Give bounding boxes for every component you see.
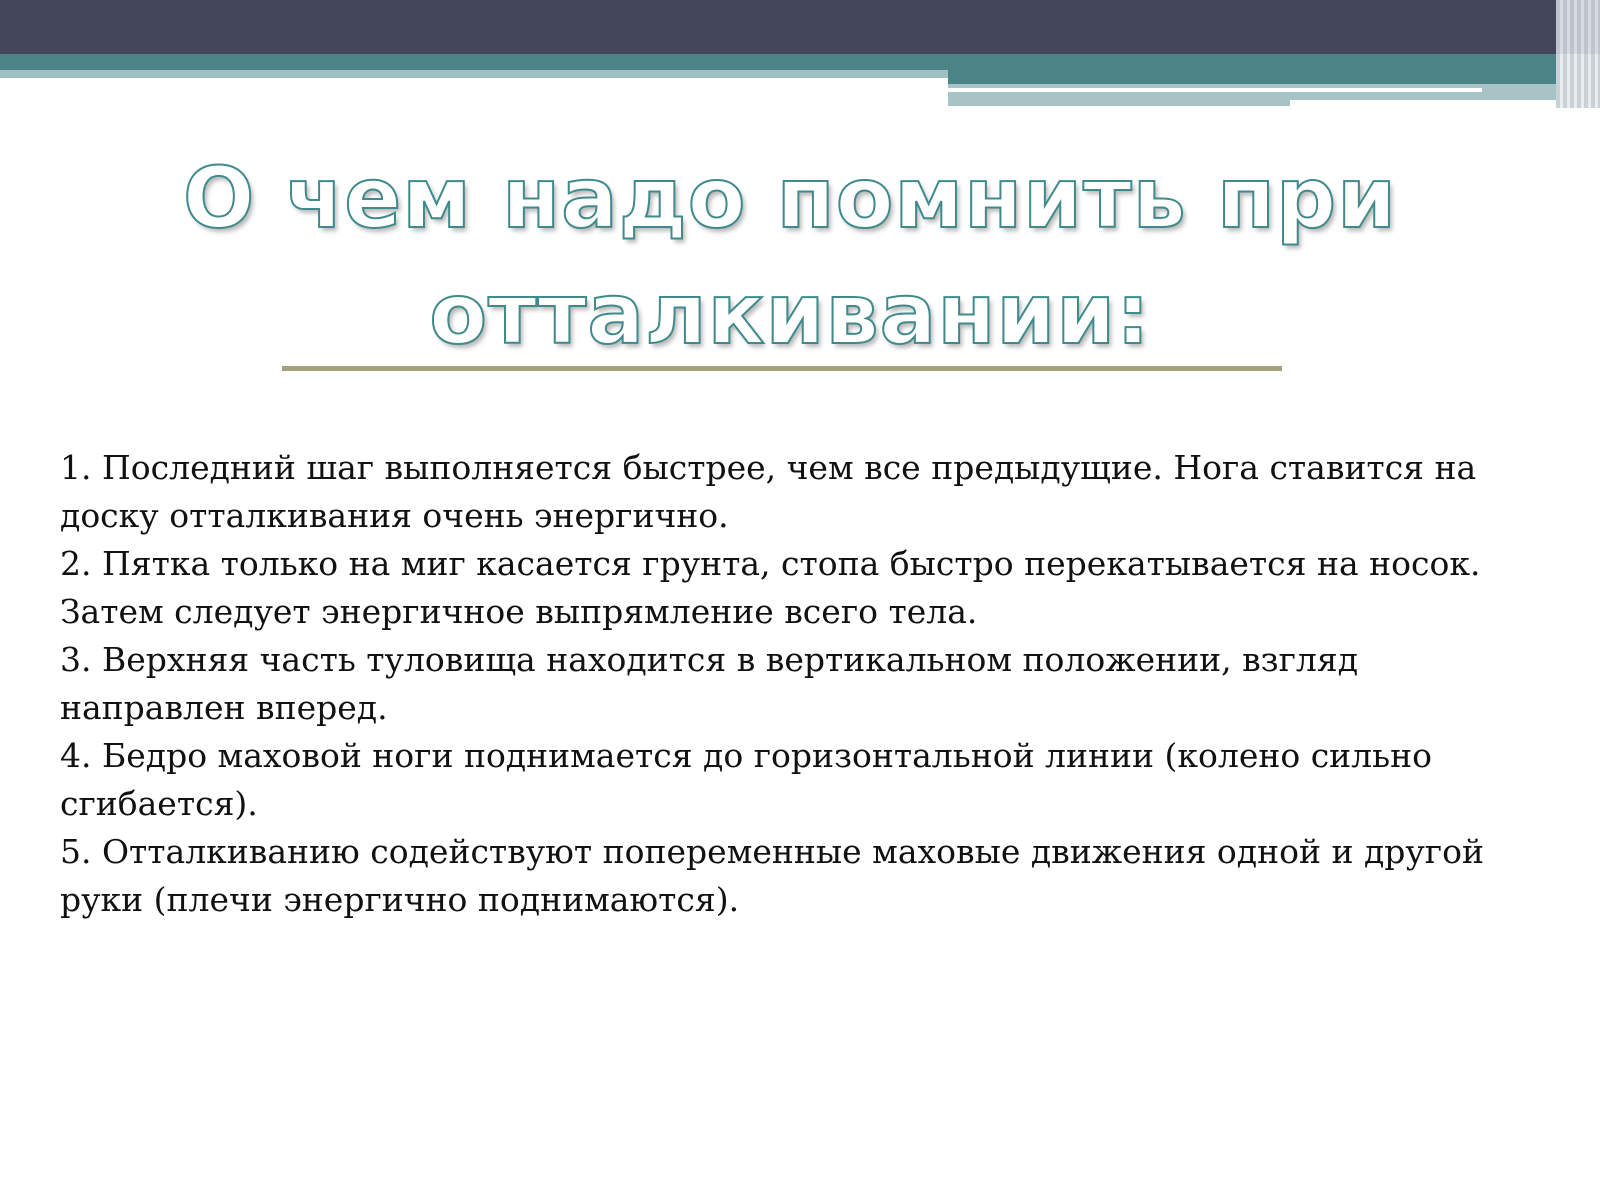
- slide-title-line2: отталкивании:: [429, 265, 1151, 363]
- header-teal-bar-right: [948, 70, 1600, 84]
- point-2: 2. Пятка только на миг касается грунта, стопа быстро перекатывается на носок. Затем следует энергичное выпрямление всего тела.: [60, 544, 1481, 631]
- header-light-bar-left: [0, 70, 948, 78]
- header-stripes-cap: [1556, 0, 1600, 54]
- point-5: 5. Отталкиванию содействуют попеременные маховые движения одной и другой руки (плечи энергично поднимаются).: [60, 832, 1484, 919]
- slide-title-line1: О чем надо помнить при: [182, 149, 1398, 247]
- header-white-line: [948, 88, 1482, 92]
- header-white-step: [1290, 100, 1600, 108]
- header-teal-bar: [0, 54, 1600, 70]
- point-3: 3. Верхняя часть туловища находится в вертикальном положении, взгляд направлен вперед.: [60, 640, 1359, 727]
- slide-title: [140, 140, 1440, 372]
- slide-body: [60, 444, 1540, 924]
- title-underline: [282, 366, 1282, 371]
- point-1: 1. Последний шаг выполняется быстрее, чем все предыдущие. Нога ставится на доску отталкивания очень энергично.: [60, 448, 1477, 535]
- point-4: 4. Бедро маховой ноги поднимается до горизонтальной линии (колено сильно сгибается).: [60, 736, 1432, 823]
- header-dark-bar: [0, 0, 1600, 54]
